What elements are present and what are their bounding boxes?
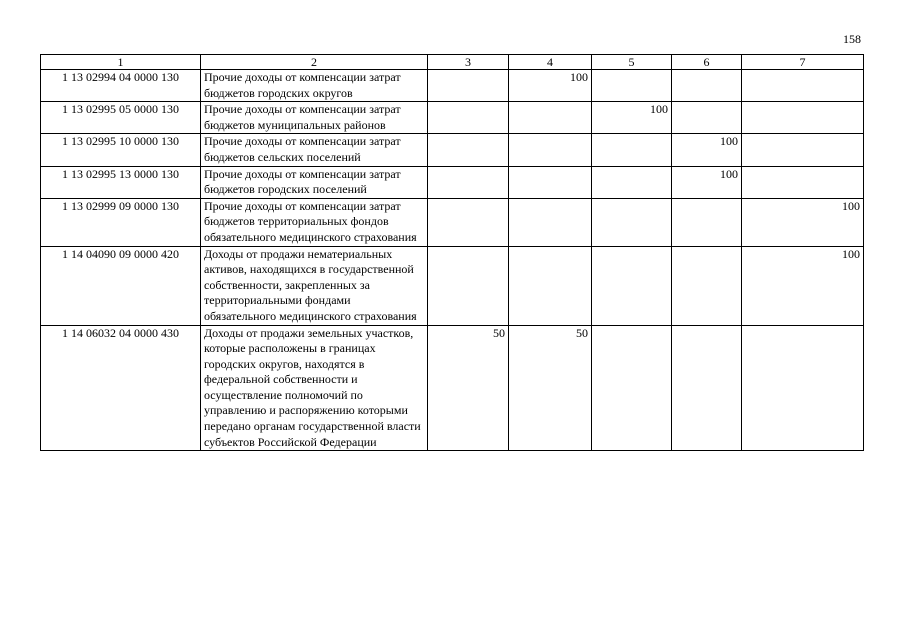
value-cell-col6 (672, 70, 742, 102)
value-cell-col3 (428, 102, 509, 134)
table-row (41, 70, 864, 102)
column-header-6: 6 (672, 55, 742, 70)
value-cell-col4 (509, 134, 592, 166)
column-header-7: 7 (742, 55, 864, 70)
value-cell-col5 (592, 198, 672, 246)
value-cell-col7: 100 (742, 198, 864, 246)
value-cell-col5: 100 (592, 102, 672, 134)
value-cell-col3 (428, 198, 509, 246)
value-cell-col5 (592, 70, 672, 102)
value-cell-col4 (509, 102, 592, 134)
value-cell-col7 (742, 70, 864, 102)
table-row (41, 134, 864, 166)
value-cell-col3 (428, 70, 509, 102)
table-row (41, 198, 864, 246)
income-name-cell: Прочие доходы от компенсации затрат бюджетов территориальных фондов обязательного медицинского страхования (201, 198, 428, 246)
column-header-5: 5 (592, 55, 672, 70)
column-header-1: 1 (41, 55, 201, 70)
value-cell-col7: 100 (742, 246, 864, 325)
budget-table (40, 54, 864, 451)
budget-code-cell: 1 13 02999 09 0000 130 (41, 198, 201, 246)
value-cell-col3 (428, 246, 509, 325)
value-cell-col3 (428, 134, 509, 166)
table-row (41, 166, 864, 198)
value-cell-col6: 100 (672, 166, 742, 198)
budget-code-cell: 1 13 02995 05 0000 130 (41, 102, 201, 134)
value-cell-col5 (592, 134, 672, 166)
value-cell-col6: 100 (672, 134, 742, 166)
value-cell-col5 (592, 166, 672, 198)
value-cell-col6 (672, 198, 742, 246)
income-name-cell: Прочие доходы от компенсации затрат бюджетов муниципальных районов (201, 102, 428, 134)
income-name-cell: Прочие доходы от компенсации затрат бюджетов городских поселений (201, 166, 428, 198)
column-header-4: 4 (509, 55, 592, 70)
value-cell-col3 (428, 166, 509, 198)
value-cell-col4 (509, 166, 592, 198)
value-cell-col7 (742, 102, 864, 134)
value-cell-col6 (672, 246, 742, 325)
value-cell-col5 (592, 325, 672, 451)
budget-code-cell: 1 14 06032 04 0000 430 (41, 325, 201, 451)
budget-code-cell: 1 13 02995 13 0000 130 (41, 166, 201, 198)
budget-code-cell: 1 14 04090 09 0000 420 (41, 246, 201, 325)
column-header-3: 3 (428, 55, 509, 70)
value-cell-col4: 100 (509, 70, 592, 102)
income-name-cell: Доходы от продажи земельных участков, которые расположены в границах городских округов, находятся в федеральной собственности и осуществление полномочий по управлению и распоряжению которыми передано органам государственной власти субъектов Российской Федерации (201, 325, 428, 451)
income-name-cell: Доходы от продажи нематериальных активов, находящихся в государственной собственности, закрепленных за территориальными фондами обязательного медицинского страхования (201, 246, 428, 325)
table-row (41, 246, 864, 325)
value-cell-col5 (592, 246, 672, 325)
page-number: 158 (843, 32, 861, 46)
table-row (41, 325, 864, 451)
budget-code-cell: 1 13 02994 04 0000 130 (41, 70, 201, 102)
income-name-cell: Прочие доходы от компенсации затрат бюджетов сельских поселений (201, 134, 428, 166)
value-cell-col7 (742, 166, 864, 198)
column-header-2: 2 (201, 55, 428, 70)
value-cell-col7 (742, 134, 864, 166)
value-cell-col4 (509, 246, 592, 325)
value-cell-col7 (742, 325, 864, 451)
value-cell-col6 (672, 102, 742, 134)
income-name-cell: Прочие доходы от компенсации затрат бюджетов городских округов (201, 70, 428, 102)
table-row (41, 102, 864, 134)
value-cell-col6 (672, 325, 742, 451)
table-header-row (41, 55, 864, 70)
budget-code-cell: 1 13 02995 10 0000 130 (41, 134, 201, 166)
value-cell-col4: 50 (509, 325, 592, 451)
value-cell-col4 (509, 198, 592, 246)
value-cell-col3: 50 (428, 325, 509, 451)
